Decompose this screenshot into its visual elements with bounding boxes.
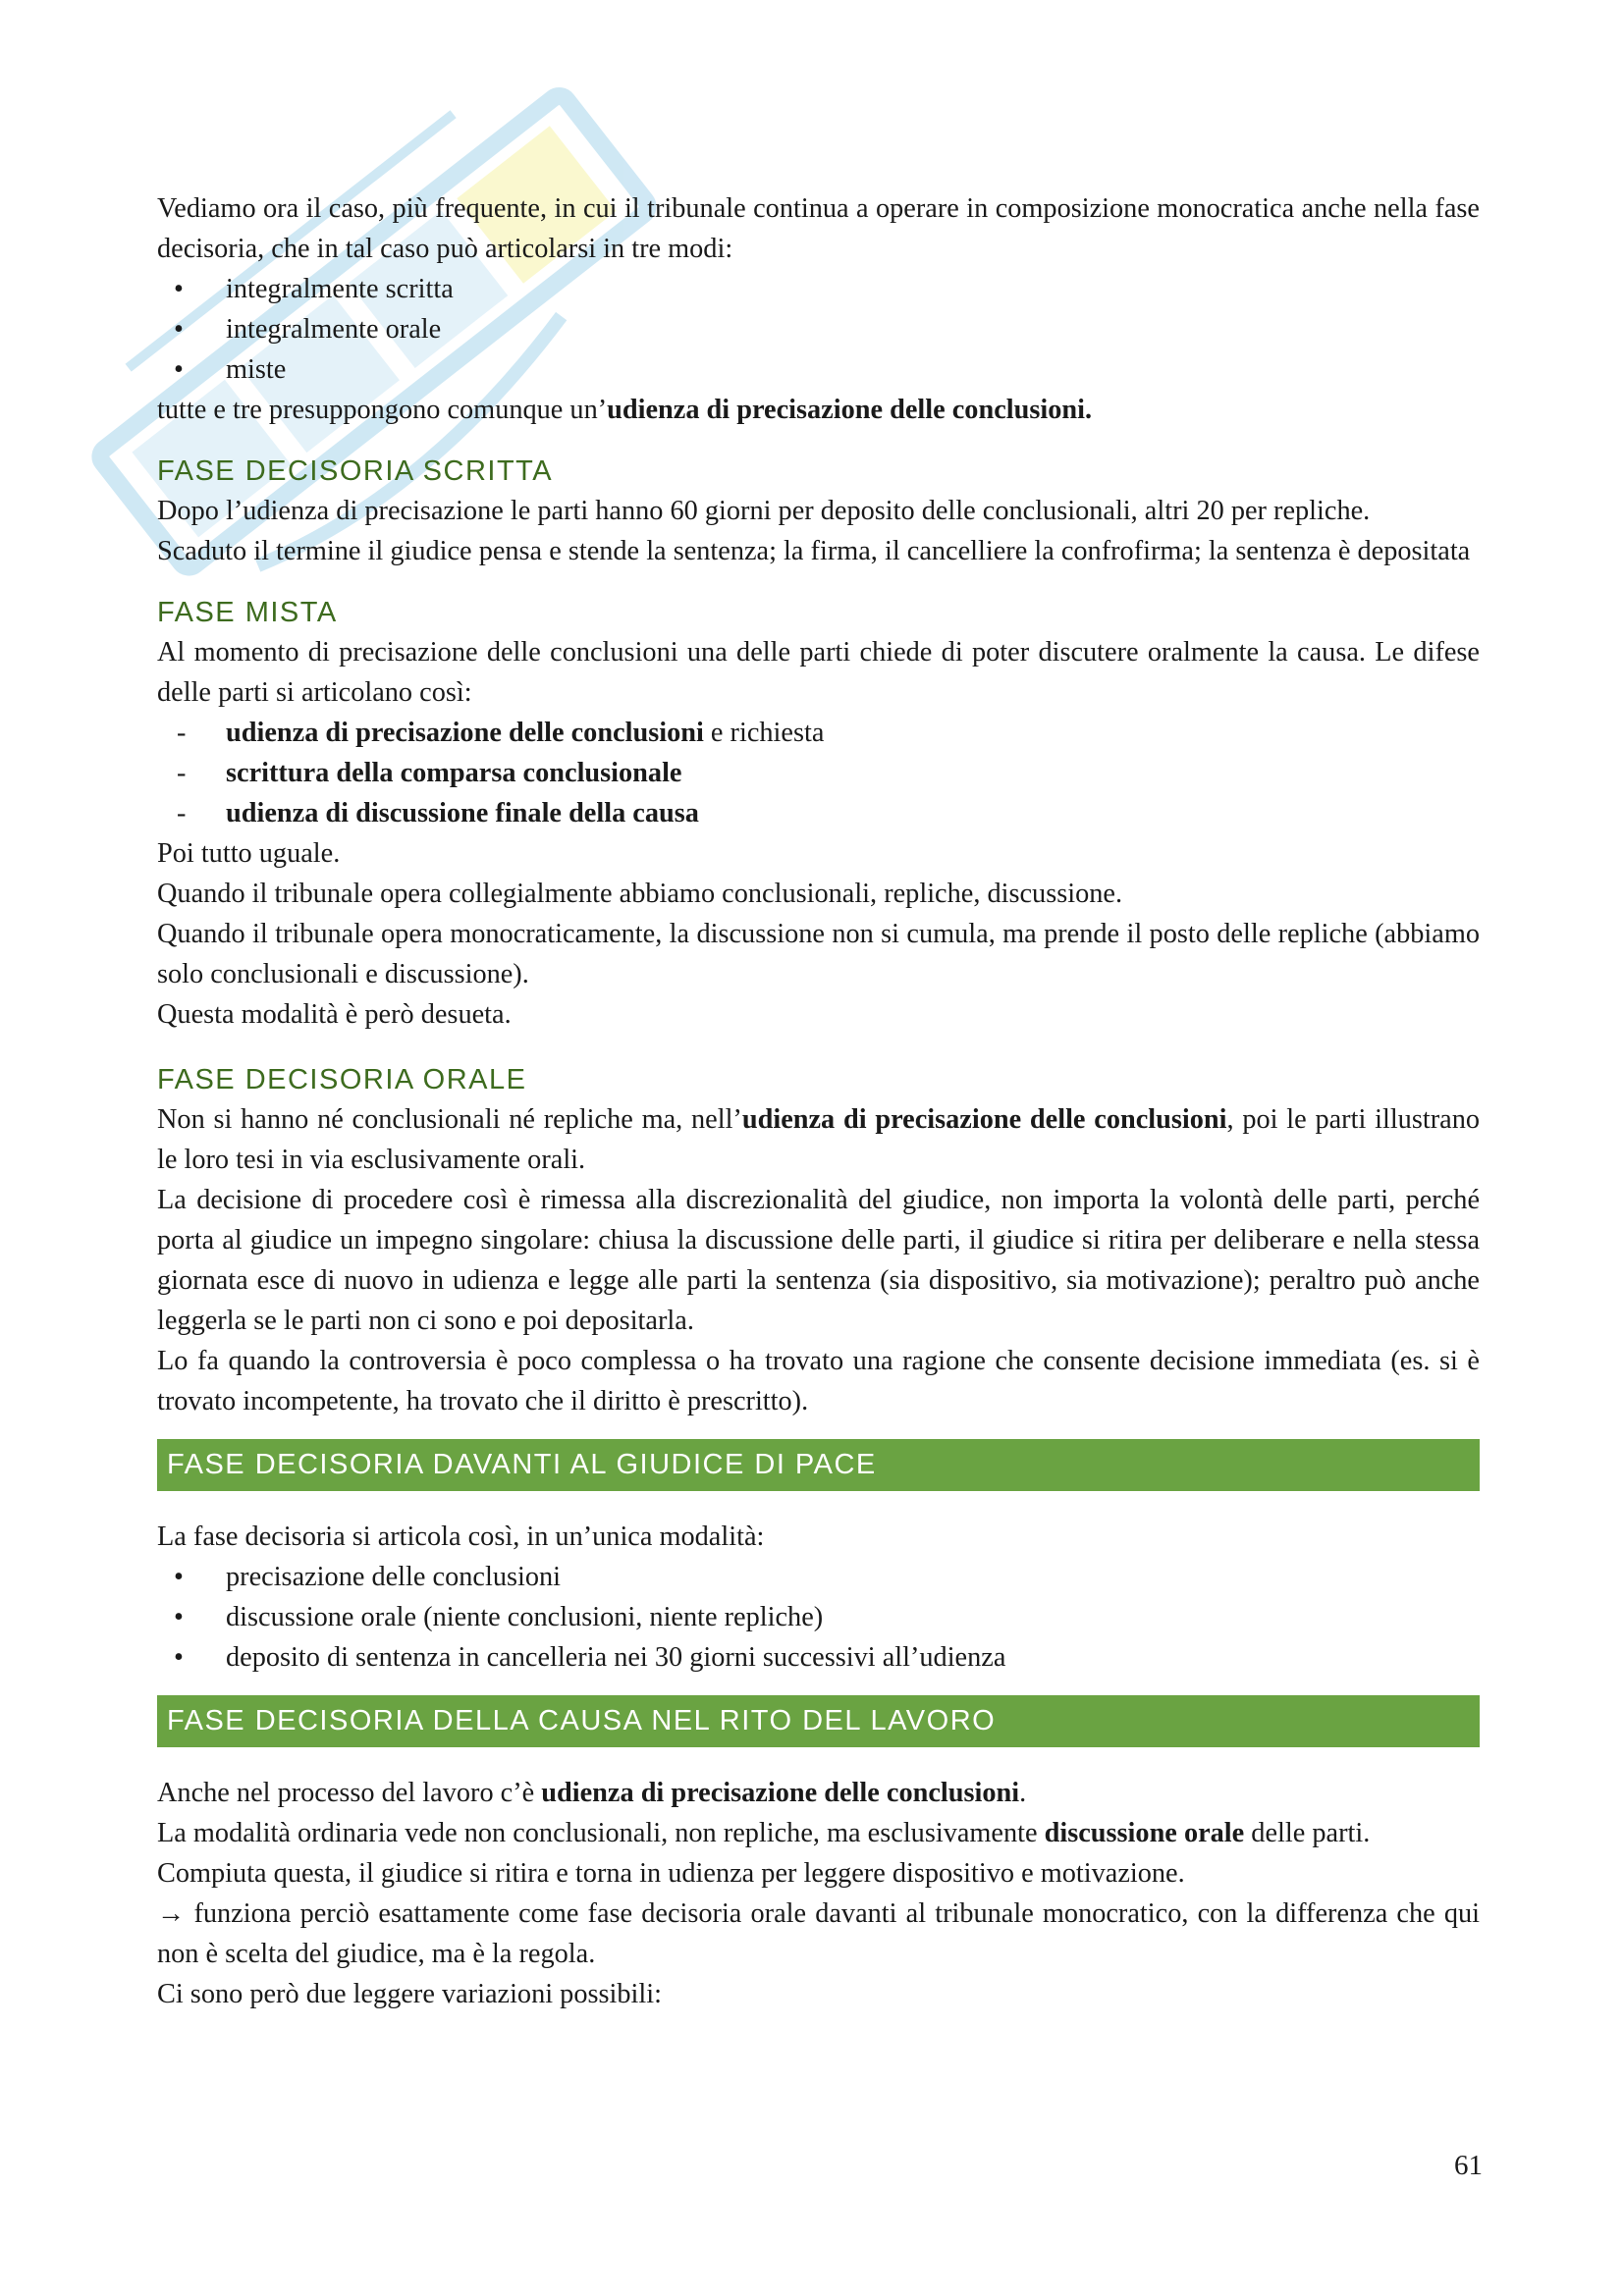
bullet-icon: • bbox=[174, 354, 184, 385]
list-item: - udienza di discussione finale della causa bbox=[157, 793, 1480, 833]
mista-paragraph: Questa modalità è però desueta. bbox=[157, 999, 512, 1030]
mista-paragraph: Poi tutto uguale. bbox=[157, 838, 341, 869]
mista-paragraph: Quando il tribunale opera monocraticamente, la discussione non si cumula, ma prende il posto delle repliche (abbiamo solo conclusionali e discussione). bbox=[157, 919, 1480, 989]
lavoro-paragraph: La modalità ordinaria vede non conclusionali, non repliche, ma esclusivamente discussione orale delle parti. bbox=[157, 1818, 1371, 1848]
list-item: • deposito di sentenza in cancelleria nei 30 giorni successivi all’udienza bbox=[157, 1637, 1480, 1678]
list-item: • integralmente orale bbox=[157, 309, 1480, 349]
intro-list bbox=[157, 269, 1480, 390]
bullet-icon: • bbox=[174, 1642, 184, 1673]
lavoro-paragraph: → funziona perciò esattamente come fase decisoria orale davanti al tribunale monocratico, con la differenza che qui non è scelta del giudice, ma è la regola. bbox=[157, 1898, 1480, 1969]
list-item: • precisazione delle conclusioni bbox=[157, 1557, 1480, 1597]
section-heading-mista: FASE MISTA bbox=[157, 597, 338, 628]
mista-paragraph: Al momento di precisazione delle conclusioni una delle parti chiede di poter discutere oralmente la causa. Le difese delle parti si articolano così: bbox=[157, 637, 1480, 708]
lavoro-paragraph: Anche nel processo del lavoro c’è udienza di precisazione delle conclusioni. bbox=[157, 1778, 1027, 1808]
list-item: • miste bbox=[157, 349, 1480, 390]
pace-paragraph: La fase decisoria si articola così, in un’unica modalità: bbox=[157, 1522, 765, 1552]
list-item: • discussione orale (niente conclusioni, niente repliche) bbox=[157, 1597, 1480, 1637]
list-item: - udienza di precisazione delle conclusioni e richiesta bbox=[157, 713, 1480, 753]
dash-icon: - bbox=[177, 718, 187, 748]
lavoro-paragraph: Compiuta questa, il giudice si ritira e torna in udienza per leggere dispositivo e motivazione. bbox=[157, 1858, 1185, 1889]
bullet-icon: • bbox=[174, 1562, 184, 1592]
list-item: • integralmente scritta bbox=[157, 269, 1480, 309]
mista-list bbox=[157, 713, 1480, 833]
lavoro-paragraph: Ci sono però due leggere variazioni possibili: bbox=[157, 1979, 662, 2009]
bullet-icon: • bbox=[174, 1602, 184, 1632]
list-item: - scrittura della comparsa conclusionale bbox=[157, 753, 1480, 793]
orale-paragraph: Lo fa quando la controversia è poco complessa o ha trovato una ragione che consente decisione immediata (es. si è trovato incompetente, ha trovato che il diritto è prescritto). bbox=[157, 1346, 1480, 1416]
section-banner-pace: FASE DECISORIA DAVANTI AL GIUDICE DI PACE bbox=[157, 1439, 1480, 1491]
bullet-icon: • bbox=[174, 314, 184, 345]
intro-conclusion: tutte e tre presuppongono comunque un’udienza di precisazione delle conclusioni. bbox=[157, 395, 1093, 425]
page-number: 61 bbox=[1454, 2150, 1483, 2181]
pace-list bbox=[157, 1557, 1480, 1678]
orale-paragraph: Non si hanno né conclusionali né repliche ma, nell’udienza di precisazione delle conclusioni, poi le parti illustrano le loro tesi in via esclusivamente orali. bbox=[157, 1104, 1480, 1175]
orale-paragraph: La decisione di procedere così è rimessa alla discrezionalità del giudice, non importa la volontà delle parti, perché porta al giudice un impegno singolare: chiusa la discussione delle parti, il giudice si ritira per deliberare e nella stessa giornata esce di nuovo in udienza e legge alle parti la sentenza (sia dispositivo, sia motivazione); peraltro può anche leggerla se le parti non ci sono e poi depositarla. bbox=[157, 1185, 1480, 1336]
mista-paragraph: Quando il tribunale opera collegialmente abbiamo conclusionali, repliche, discussione. bbox=[157, 879, 1123, 909]
dash-icon: - bbox=[177, 798, 187, 828]
scritta-paragraph: Dopo l’udienza di precisazione le parti hanno 60 giorni per deposito delle conclusionali, altri 20 per repliche. bbox=[157, 496, 1371, 526]
section-heading-scritta: FASE DECISORIA SCRITTA bbox=[157, 455, 554, 487]
scritta-paragraph: Scaduto il termine il giudice pensa e stende la sentenza; la firma, il cancelliere la confrofirma; la sentenza è depositata bbox=[157, 536, 1471, 566]
section-banner-lavoro: FASE DECISORIA DELLA CAUSA NEL RITO DEL LAVORO bbox=[157, 1695, 1480, 1747]
dash-icon: - bbox=[177, 758, 187, 788]
intro-paragraph: Vediamo ora il caso, più frequente, in cui il tribunale continua a operare in composizione monocratica anche nella fase decisoria, che in tal caso può articolarsi in tre modi: bbox=[157, 193, 1480, 264]
section-heading-orale: FASE DECISORIA ORALE bbox=[157, 1064, 527, 1095]
document-body bbox=[157, 188, 1480, 2014]
bullet-icon: • bbox=[174, 274, 184, 304]
